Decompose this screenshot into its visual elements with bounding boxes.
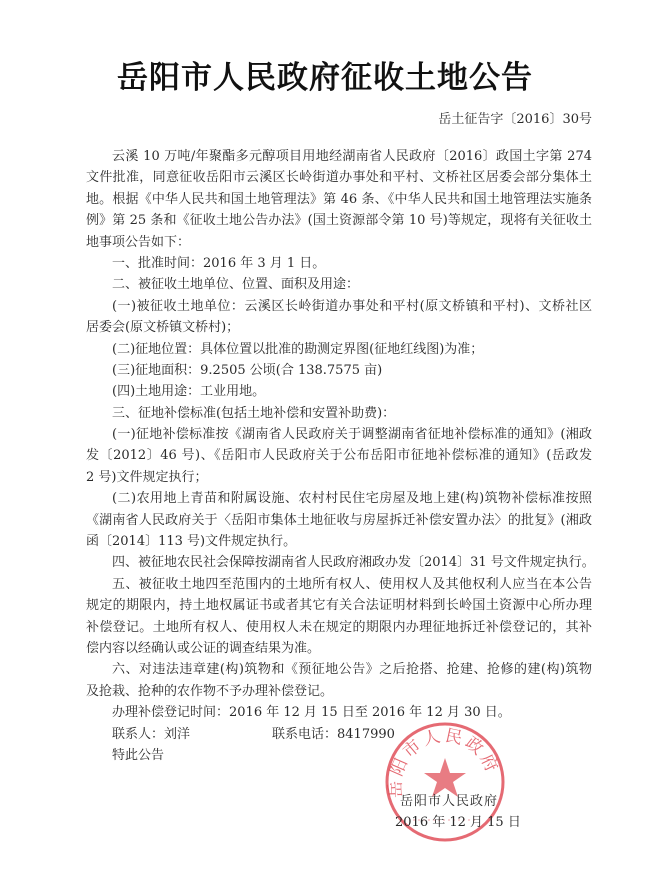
body-line: 办理补偿登记时间：2016 年 12 月 15 日至 2016 年 12 月 30 日。 [112,705,511,721]
body-line: 例》第 25 条和《征收土地公告办法》(国土资源部令第 10 号)等规定，现将有关征收土 [86,213,592,229]
body-line: 函〔2014〕113 号)文件规定执行。 [86,534,297,550]
body-line: 及抢栽、抢种的农作物不予办理补偿登记。 [86,683,334,699]
body-line: (一)征地补偿标准按《湖南省人民政府关于调整湖南省征地补偿标准的通知》(湘政 [112,427,592,443]
body-line: 地。根据《中华人民共和国土地管理法》第 46 条、《中华人民共和国土地管理法实施条 [86,191,592,207]
contact-phone: 联系电话：8417990 [272,726,395,742]
issuer-signature: 岳阳市人民政府 [400,794,499,809]
body-line: 一、批准时间：2016 年 3 月 1 日。 [112,255,326,271]
body-line: 三、征地补偿标准(包括土地补偿和安置补助费)： [112,405,396,421]
body-line: 四、被征地农民社会保障按湖南省人民政府湘政办发〔2014〕31 号文件规定执行。 [112,555,595,571]
issue-date: 2016 年 12 月 15 日 [395,815,521,830]
body-line: 二、被征收土地单位、位置、面积及用途： [112,277,360,293]
body-line: (四)土地用途：工业用地。 [112,384,266,400]
body-line: 五、被征收土地四至范围内的土地所有权人、使用权人及其他权利人应当在本公告 [112,576,592,592]
body-line: 六、对违法违章建(构)筑物和《预征地公告》之后抢搭、抢建、抢修的建(构)筑物 [112,662,592,678]
body-line: 居委会(原文桥镇文桥村)； [86,320,240,336]
svg-text:岳阳市人民政府: 岳阳市人民政府 [385,725,503,799]
body-line: (三)征地面积：9.2505 公顷(合 138.7575 亩) [112,362,383,378]
document-title: 岳阳市人民政府征收土地公告 [117,60,533,96]
body-line: 《湖南省人民政府关于〈岳阳市集体土地征收与房屋拆迁补偿安置办法〉的批复》(湘政 [86,512,592,528]
body-line: 地事项公告如下： [86,234,191,250]
contact-line [86,724,592,745]
body-line: 补偿登记。土地所有权人、使用权人未在规定的期限内办理征地拆迁补偿登记的，其补 [86,619,592,635]
body-line: (二)征地位置：具体位置以批准的勘测定界图(征地红线图)为准； [112,341,484,357]
body-line: (一)被征收土地单位：云溪区长岭街道办事处和平村(原文桥镇和平村)、文桥社区 [112,298,592,314]
reference-number: 岳土征告字〔2016〕30号 [438,112,592,127]
notice-body [86,146,595,766]
body-line: 云溪 10 万吨/年聚酯多元醇项目用地经湖南省人民政府〔2016〕政国土字第 274 [112,149,592,164]
body-line: 发〔2012〕46 号)、《岳阳市人民政府关于公布岳阳市征地补偿标准的通知》(岳政发 [86,448,592,464]
body-line: 文件批准，同意征收岳阳市云溪区长岭街道办事处和平村、文桥社区居委会部分集体土 [86,170,592,186]
body-line: (二)农用地上青苗和附属设施、农村村民住宅房屋及地上建(构)筑物补偿标准按照 [112,491,592,507]
body-line: 偿内容以经确认或公证的调查结果为准。 [86,640,321,656]
contact-person: 联系人：刘洋 [112,726,191,742]
body-line: 2 号)文件规定执行； [86,469,208,485]
body-line: 规定的期限内，持土地权属证书或者其它有关合法证明材料到长岭国土资源中心所办理 [86,598,592,614]
closing-text: 特此公告 [112,747,165,763]
